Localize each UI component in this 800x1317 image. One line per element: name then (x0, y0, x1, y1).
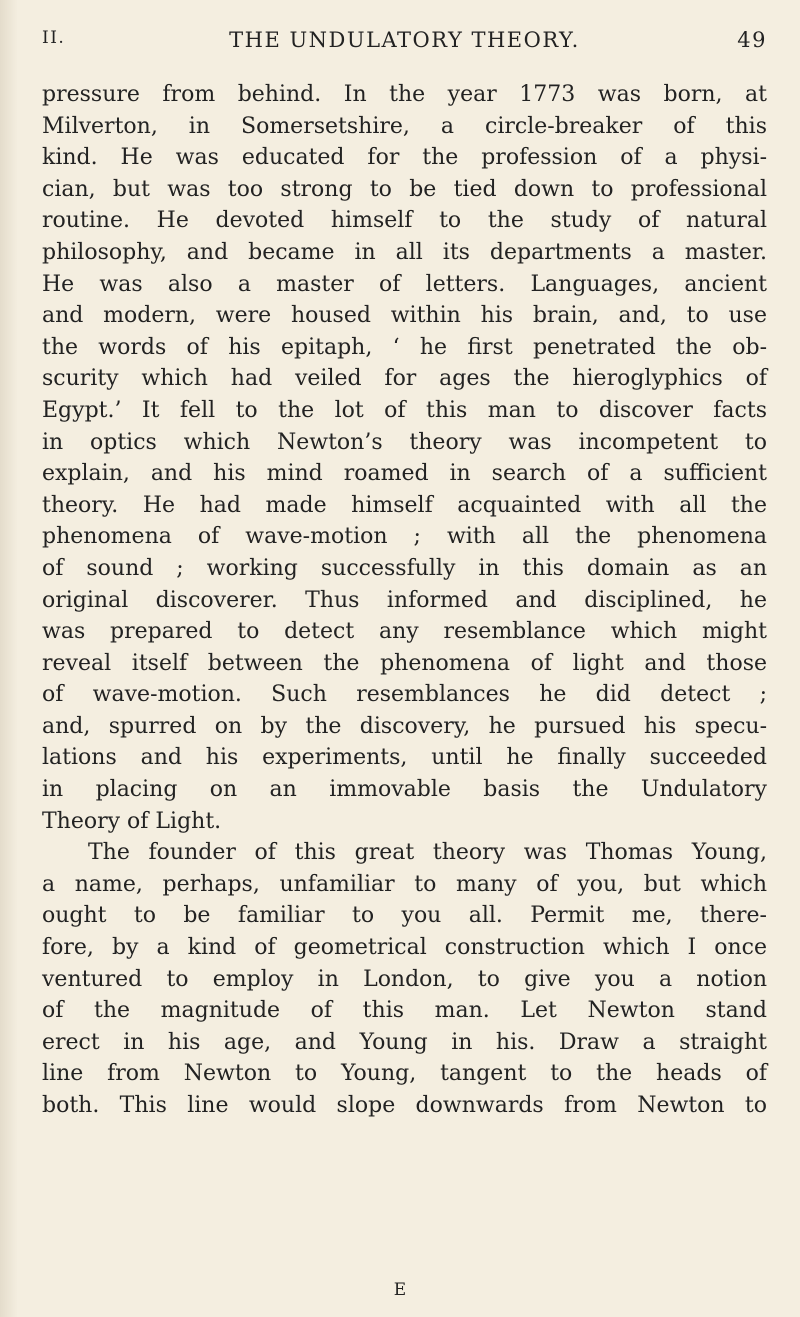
chapter-number: II. (42, 28, 66, 48)
text-line: ventured to employ in London, to give you a notion (42, 966, 767, 992)
text-line: reveal itself between the phenomena of light and those (42, 650, 767, 676)
text-line: ought to be familiar to you all. Permit me, there- (42, 903, 767, 929)
text-line: was prepared to detect any resemblance which might (42, 619, 767, 645)
text-line: of the magnitude of this man. Let Newton stand (42, 998, 767, 1024)
text-line: in optics which Newton’s theory was incompetent to (42, 429, 767, 455)
text-line: both. This line would slope downwards from Newton to (42, 1093, 767, 1118)
page-body (42, 79, 767, 1122)
text-line: lations and his experiments, until he finally succeeded (42, 745, 767, 771)
paragraph (42, 837, 767, 1121)
text-line: explain, and his mind roamed in search of a sufficient (42, 461, 767, 487)
text-line: phenomena of wave-motion ; with all the phenomena (42, 524, 767, 550)
page-number: 49 (737, 28, 767, 52)
text-line: original discoverer. Thus informed and disciplined, he (42, 587, 767, 613)
running-header (42, 28, 767, 62)
text-line: The founder of this great theory was Thomas Young, (88, 840, 767, 866)
page-edge (0, 0, 18, 1317)
text-line: a name, perhaps, unfamiliar to many of you, but which (42, 871, 767, 897)
text-line: Milverton, in Somersetshire, a circle-breaker of this (42, 113, 767, 139)
text-line: of sound ; working successfully in this domain as an (42, 555, 767, 581)
signature-mark: E (393, 1280, 407, 1300)
text-line: and modern, were housed within his brain, and, to use (42, 303, 767, 329)
paragraph (42, 79, 767, 837)
running-title: THE UNDULATORY THEORY. (229, 28, 580, 52)
text-line: in placing on an immovable basis the Undulatory (42, 777, 767, 803)
text-line: Egypt.’ It fell to the lot of this man to discover facts (42, 397, 767, 423)
text-line: theory. He had made himself acquainted with all the (42, 492, 767, 518)
text-line: of wave-motion. Such resemblances he did detect ; (42, 682, 767, 708)
text-line: the words of his epitaph, ‘ he first penetrated the ob- (42, 334, 767, 360)
text-line: routine. He devoted himself to the study of natural (42, 208, 767, 234)
text-line: fore, by a kind of geometrical construction which I once (42, 935, 767, 961)
text-line: kind. He was educated for the profession of a physi- (42, 145, 767, 171)
text-line: philosophy, and became in all its departments a master. (42, 239, 767, 265)
text-line: cian, but was too strong to be tied down to professional (42, 176, 767, 202)
text-line: scurity which had veiled for ages the hieroglyphics of (42, 366, 767, 392)
text-line: line from Newton to Young, tangent to the heads of (42, 1061, 767, 1087)
text-line: pressure from behind. In the year 1773 was born, at (42, 82, 767, 107)
text-line: He was also a master of letters. Languages, ancient (42, 271, 767, 297)
text-line: Theory of Light. (42, 808, 222, 834)
text-line: erect in his age, and Young in his. Draw a straight (42, 1029, 767, 1055)
text-line: and, spurred on by the discovery, he pursued his specu- (42, 713, 767, 739)
